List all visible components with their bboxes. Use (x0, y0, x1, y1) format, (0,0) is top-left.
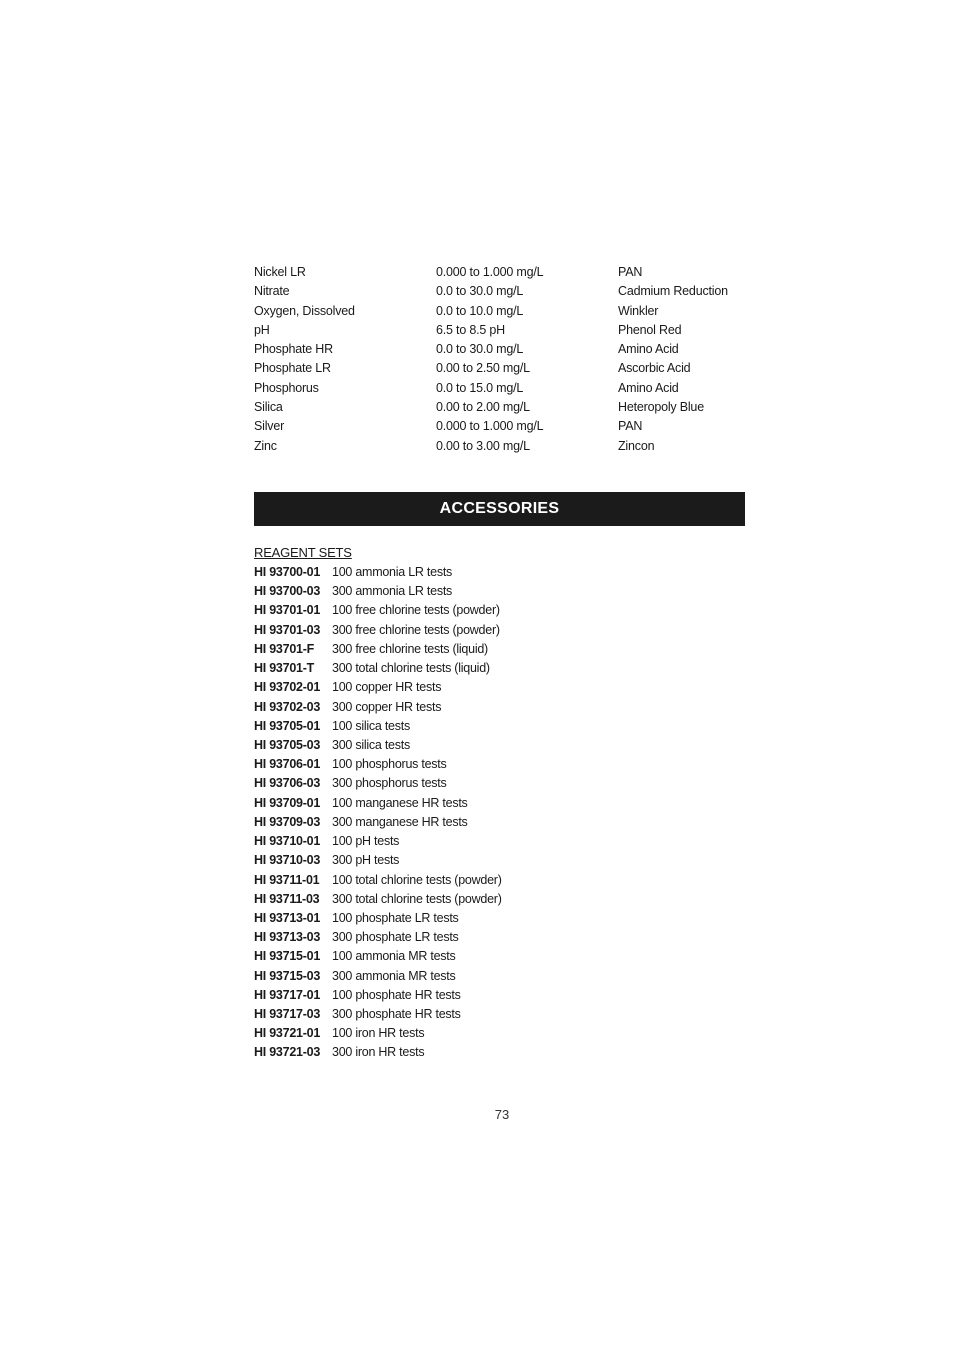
spec-method: Cadmium Reduction (618, 284, 728, 299)
reagent-description: 300 manganese HR tests (332, 814, 468, 829)
spec-parameter: Nickel LR (254, 265, 306, 279)
reagent-code: HI 93711-03 (254, 891, 320, 906)
spec-parameter: pH (254, 322, 270, 337)
spec-parameter: Oxygen, Dissolved (254, 303, 355, 318)
reagent-description: 100 phosphate HR tests (332, 987, 461, 1002)
spec-method: Ascorbic Acid (618, 361, 691, 376)
spec-method: Heteropoly Blue (618, 400, 704, 415)
reagent-description: 100 ammonia MR tests (332, 949, 456, 964)
reagent-description: 300 total chlorine tests (liquid) (332, 661, 490, 676)
list-item (254, 736, 654, 755)
list-item (254, 755, 654, 774)
list-item (254, 928, 654, 947)
accessories-section-header (254, 492, 745, 526)
list-item (254, 563, 654, 582)
spec-row (254, 302, 746, 321)
reagent-description: 300 pH tests (332, 853, 400, 868)
reagent-code: HI 93717-03 (254, 1007, 321, 1022)
reagent-description: 300 free chlorine tests (powder) (332, 622, 500, 637)
spec-method: Phenol Red (618, 322, 682, 337)
reagent-code: HI 93705-03 (254, 737, 321, 752)
spec-parameter: Phosphorus (254, 380, 319, 395)
reagent-description: 100 ammonia LR tests (332, 565, 453, 579)
reagent-code: HI 93700-01 (254, 565, 321, 579)
reagent-description: 300 phosphate HR tests (332, 1007, 461, 1022)
spec-range: 0.00 to 2.50 mg/L (436, 361, 530, 376)
list-item (254, 947, 654, 966)
spec-row (254, 437, 746, 456)
spec-range: 0.000 to 1.000 mg/L (436, 265, 544, 279)
list-item (254, 678, 654, 697)
reagent-code: HI 93721-03 (254, 1045, 321, 1060)
reagent-sets-list (254, 563, 654, 1063)
spec-method: Amino Acid (618, 342, 679, 357)
reagent-code: HI 93706-03 (254, 776, 321, 791)
reagent-description: 100 copper HR tests (332, 680, 442, 695)
spec-range: 0.00 to 2.00 mg/L (436, 400, 530, 415)
list-item (254, 621, 654, 640)
spec-row (254, 398, 746, 417)
list-item (254, 1024, 654, 1043)
specifications-table (254, 263, 746, 456)
page-number: 73 (494, 1107, 510, 1122)
reagent-code: HI 93706-01 (254, 757, 321, 772)
spec-range: 6.5 to 8.5 pH (436, 322, 505, 337)
reagent-code: HI 93701-T (254, 661, 315, 676)
reagent-code: HI 93705-01 (254, 718, 321, 733)
reagent-code: HI 93701-F (254, 641, 315, 656)
spec-parameter: Silica (254, 400, 283, 415)
reagent-code: HI 93702-03 (254, 699, 321, 714)
reagent-description: 100 total chlorine tests (powder) (332, 872, 502, 887)
reagent-description: 100 phosphate LR tests (332, 910, 459, 925)
list-item (254, 582, 654, 601)
reagent-code: HI 93715-01 (254, 949, 321, 964)
reagent-code: HI 93721-01 (254, 1026, 321, 1041)
reagent-code: HI 93702-01 (254, 680, 321, 695)
spec-method: PAN (618, 265, 643, 279)
list-item (254, 986, 654, 1005)
list-item (254, 659, 654, 678)
reagent-description: 100 phosphorus tests (332, 757, 447, 772)
spec-range: 0.000 to 1.000 mg/L (436, 419, 544, 434)
spec-range: 0.0 to 15.0 mg/L (436, 380, 524, 395)
spec-range: 0.0 to 10.0 mg/L (436, 303, 524, 318)
spec-row (254, 321, 746, 340)
spec-parameter: Phosphate HR (254, 342, 333, 357)
spec-row (254, 263, 746, 282)
reagent-code: HI 93700-03 (254, 584, 321, 599)
reagent-code: HI 93710-03 (254, 853, 321, 868)
reagent-description: 300 free chlorine tests (liquid) (332, 641, 488, 656)
spec-range: 0.0 to 30.0 mg/L (436, 342, 524, 357)
reagent-description: 300 silica tests (332, 737, 410, 752)
list-item (254, 967, 654, 986)
reagent-description: 300 ammonia MR tests (332, 968, 456, 983)
list-item (254, 698, 654, 717)
reagent-description: 100 free chlorine tests (powder) (332, 603, 500, 618)
reagent-description: 100 iron HR tests (332, 1026, 425, 1041)
reagent-description: 100 silica tests (332, 718, 410, 733)
spec-row (254, 340, 746, 359)
list-item (254, 1043, 654, 1062)
list-item (254, 871, 654, 890)
reagent-code: HI 93709-03 (254, 814, 321, 829)
spec-parameter: Silver (254, 419, 285, 434)
list-item (254, 909, 654, 928)
reagent-description: 300 ammonia LR tests (332, 584, 453, 599)
list-item (254, 1005, 654, 1024)
list-item (254, 640, 654, 659)
reagent-code: HI 93709-01 (254, 795, 321, 810)
list-item (254, 890, 654, 909)
reagent-code: HI 93701-01 (254, 603, 321, 618)
reagent-description: 300 phosphate LR tests (332, 930, 459, 945)
reagent-code: HI 93701-03 (254, 622, 321, 637)
reagent-description: 100 manganese HR tests (332, 795, 468, 810)
spec-method: Zincon (618, 438, 655, 453)
spec-parameter: Nitrate (254, 284, 290, 299)
spec-row (254, 379, 746, 398)
list-item (254, 717, 654, 736)
reagent-code: HI 93711-01 (254, 872, 320, 887)
reagent-description: 300 total chlorine tests (powder) (332, 891, 502, 906)
list-item (254, 601, 654, 620)
spec-row (254, 282, 746, 301)
reagent-description: 300 iron HR tests (332, 1045, 425, 1060)
reagent-description: 300 phosphorus tests (332, 776, 447, 791)
list-item (254, 832, 654, 851)
reagent-sets-heading: REAGENT SETS (254, 545, 352, 560)
reagent-description: 300 copper HR tests (332, 699, 442, 714)
spec-method: Winkler (618, 303, 659, 318)
reagent-description: 100 pH tests (332, 834, 400, 849)
spec-parameter: Phosphate LR (254, 361, 331, 376)
spec-range: 0.00 to 3.00 mg/L (436, 438, 530, 453)
list-item (254, 813, 654, 832)
reagent-code: HI 93715-03 (254, 968, 321, 983)
list-item (254, 794, 654, 813)
reagent-code: HI 93713-01 (254, 910, 321, 925)
spec-range: 0.0 to 30.0 mg/L (436, 284, 524, 299)
list-item (254, 774, 654, 793)
spec-method: Amino Acid (618, 380, 679, 395)
reagent-code: HI 93713-03 (254, 930, 321, 945)
reagent-code: HI 93710-01 (254, 834, 321, 849)
spec-parameter: Zinc (254, 438, 277, 453)
list-item (254, 851, 654, 870)
section-title: ACCESSORIES (439, 500, 560, 517)
spec-row (254, 417, 746, 436)
spec-method: PAN (618, 419, 643, 434)
spec-row (254, 359, 746, 378)
reagent-code: HI 93717-01 (254, 987, 321, 1002)
